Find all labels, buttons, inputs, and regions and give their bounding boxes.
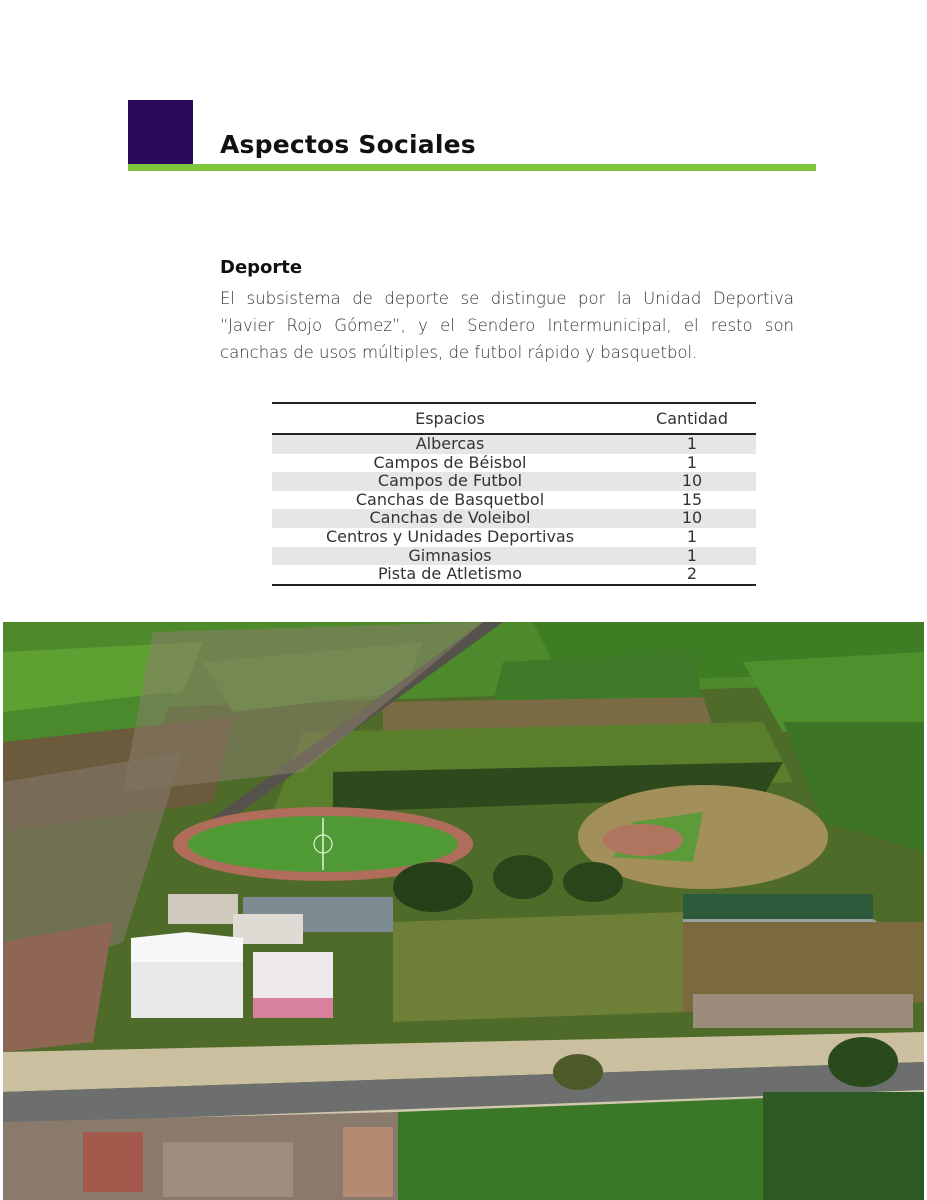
table-row <box>272 472 756 491</box>
body-paragraph: El subsistema de deporte se distingue por la Unidad Deportiva “Javier Rojo Gómez”, y el Sendero Intermunicipal, el resto son canchas de usos múltiples, de futbol rápido y basquetbol. <box>220 289 794 362</box>
table-cell-qty: 1 <box>628 547 756 566</box>
table-row <box>272 565 756 585</box>
subsection-heading: Deporte <box>220 257 303 278</box>
section-title: Aspectos Sociales <box>220 130 476 159</box>
table-cell-space: Campos de Béisbol <box>373 452 527 472</box>
aerial-photo-sports-complex <box>3 622 924 1200</box>
sports-facilities-table <box>272 402 756 586</box>
table-row <box>272 454 756 473</box>
table-cell-space: Canchas de Voleibol <box>272 509 628 528</box>
table-cell-qty: 1 <box>686 526 698 546</box>
table-cell-qty: 10 <box>628 472 756 491</box>
table-cell-space: Gimnasios <box>272 547 628 566</box>
table-cell-qty: 1 <box>686 452 698 472</box>
table-row <box>272 509 756 528</box>
table-header-row <box>272 403 756 434</box>
table-row <box>272 528 756 547</box>
table-cell-space: Campos de Futbol <box>272 472 628 491</box>
accent-square <box>128 100 193 164</box>
header-cantidad: Cantidad <box>628 403 756 434</box>
table-row <box>272 547 756 566</box>
table-cell-qty: 15 <box>681 489 703 509</box>
title-rule <box>128 164 816 171</box>
table-cell-space: Canchas de Basquetbol <box>355 489 545 509</box>
table-row <box>272 434 756 454</box>
table-cell-space: Albercas <box>272 434 628 454</box>
table-cell-space: Pista de Atletismo <box>272 565 628 585</box>
table-cell-qty: 1 <box>628 434 756 454</box>
table-row <box>272 491 756 510</box>
table-cell-qty: 2 <box>628 565 756 585</box>
table-cell-space: Centros y Unidades Deportivas <box>325 526 575 546</box>
table-cell-qty: 10 <box>628 509 756 528</box>
header-espacios: Espacios <box>272 403 628 434</box>
